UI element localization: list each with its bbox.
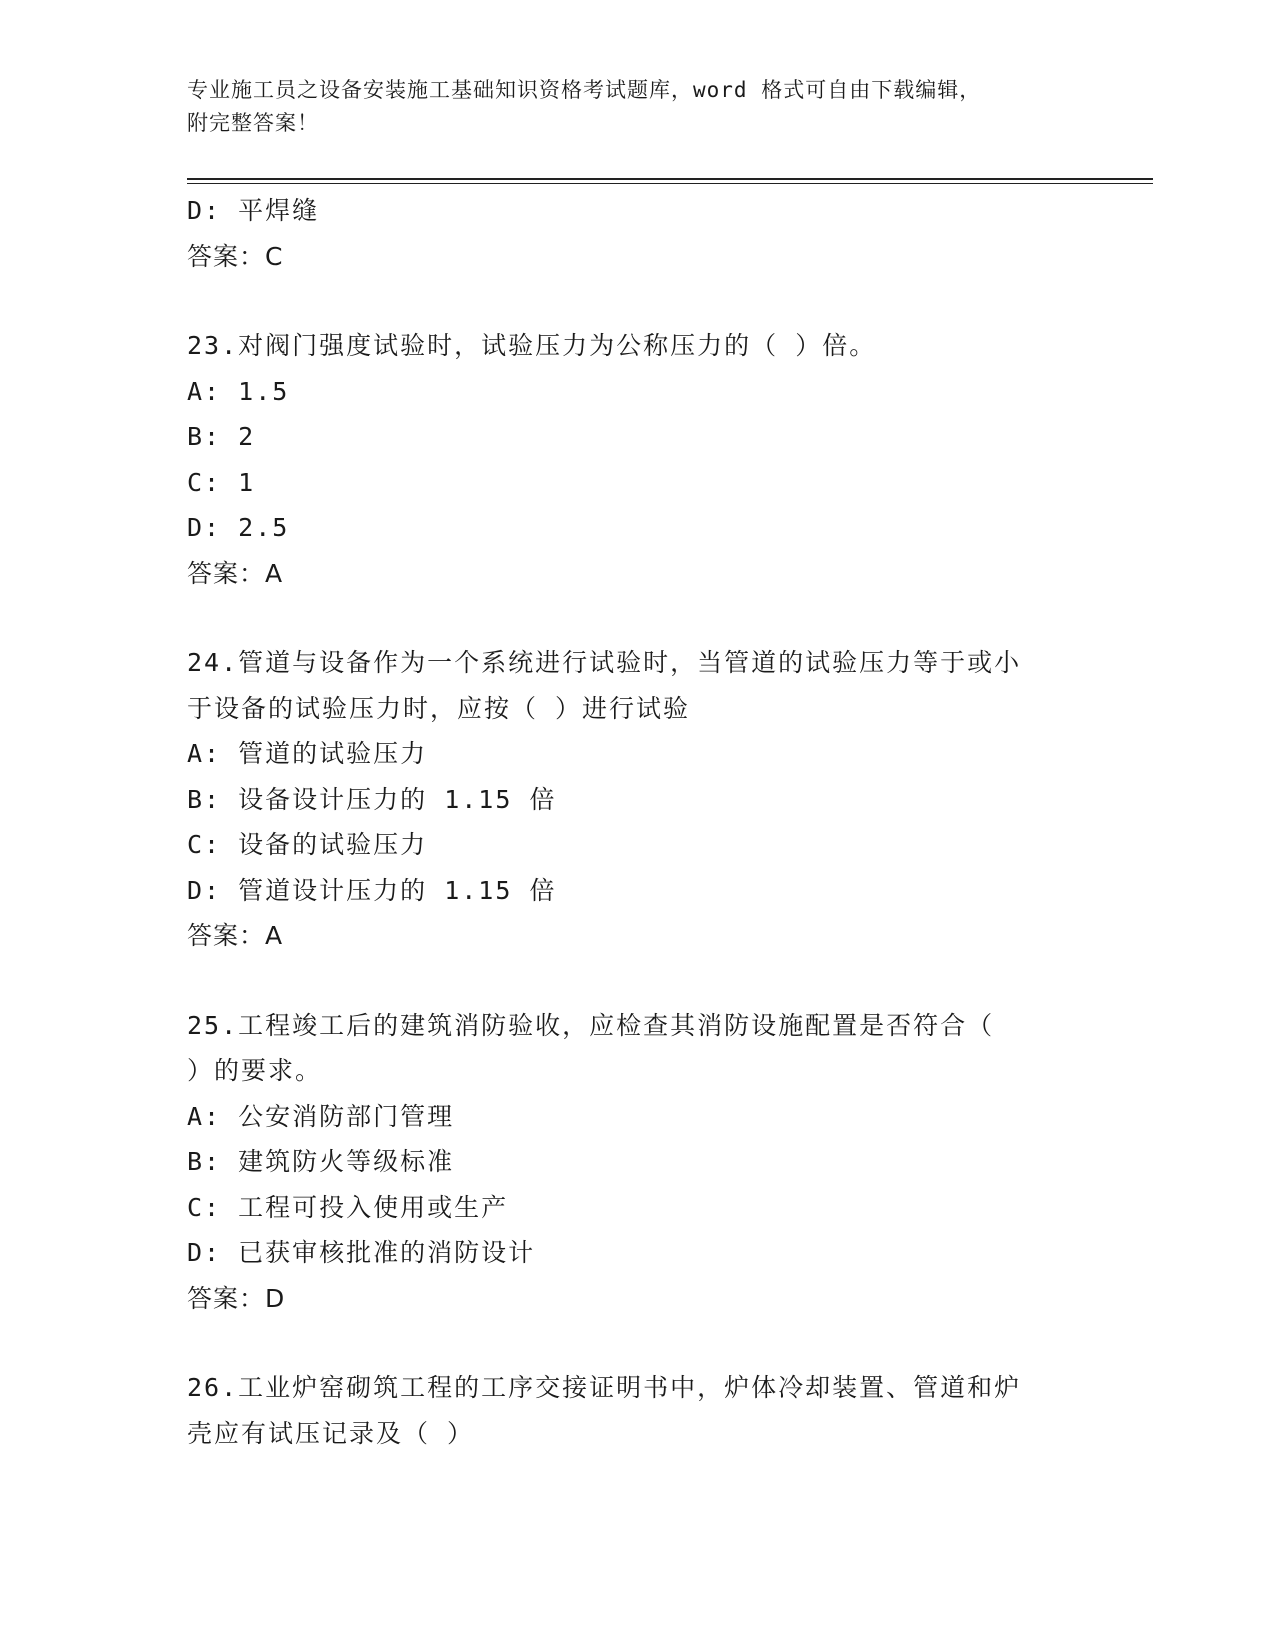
question-content xyxy=(187,188,1087,1456)
option-line: A: 1.5 xyxy=(187,376,290,406)
question-text: 25.工程竣工后的建筑消防验收，应检查其消防设施配置是否符合（ xyxy=(187,1010,995,1040)
option-line: D: 管道设计压力的 1.15 倍 xyxy=(187,875,557,905)
option-line: B: 设备设计压力的 1.15 倍 xyxy=(187,784,557,814)
option-line: D: 平焊缝 xyxy=(187,196,320,225)
answer-line: 答案：A xyxy=(187,558,284,588)
question-block xyxy=(187,323,1087,596)
option-line: A: 管道的试验压力 xyxy=(187,739,428,768)
header-line-2: 附完整答案！ xyxy=(187,111,319,135)
answer-line: 答案：D xyxy=(187,1283,286,1313)
option-line: A: 公安消防部门管理 xyxy=(187,1101,455,1131)
question-text: ）的要求。 xyxy=(187,1056,323,1085)
question-text: 26.工业炉窑砌筑工程的工序交接证明书中，炉体冷却装置、管道和炉 xyxy=(187,1373,1022,1402)
question-block xyxy=(187,640,1087,959)
option-line: C: 1 xyxy=(187,467,256,497)
question-text: 于设备的试验压力时，应按（ ）进行试验 xyxy=(187,693,691,723)
question-block xyxy=(187,188,1087,279)
option-line: D: 已获审核批准的消防设计 xyxy=(187,1238,536,1267)
option-line: D: 2.5 xyxy=(187,513,290,542)
option-line: C: 设备的试验压力 xyxy=(187,830,428,859)
answer-line: 答案：C xyxy=(187,241,284,271)
question-text: 壳应有试压记录及（ ） xyxy=(187,1418,475,1448)
option-line: C: 工程可投入使用或生产 xyxy=(187,1192,509,1222)
header-line-1: 专业施工员之设备安装施工基础知识资格考试题库，word 格式可自由下载编辑， xyxy=(187,78,982,102)
header-divider-thin xyxy=(187,183,1153,184)
answer-line: 答案：A xyxy=(187,921,284,950)
header-divider-thick xyxy=(187,178,1153,180)
question-text: 23.对阀门强度试验时，试验压力为公称压力的（ ）倍。 xyxy=(187,331,877,360)
option-line: B: 2 xyxy=(187,422,256,451)
question-block xyxy=(187,1365,1087,1456)
document-header xyxy=(187,74,1087,140)
option-line: B: 建筑防火等级标准 xyxy=(187,1147,455,1176)
question-text: 24.管道与设备作为一个系统进行试验时，当管道的试验压力等于或小 xyxy=(187,648,1022,677)
question-block xyxy=(187,1003,1087,1322)
